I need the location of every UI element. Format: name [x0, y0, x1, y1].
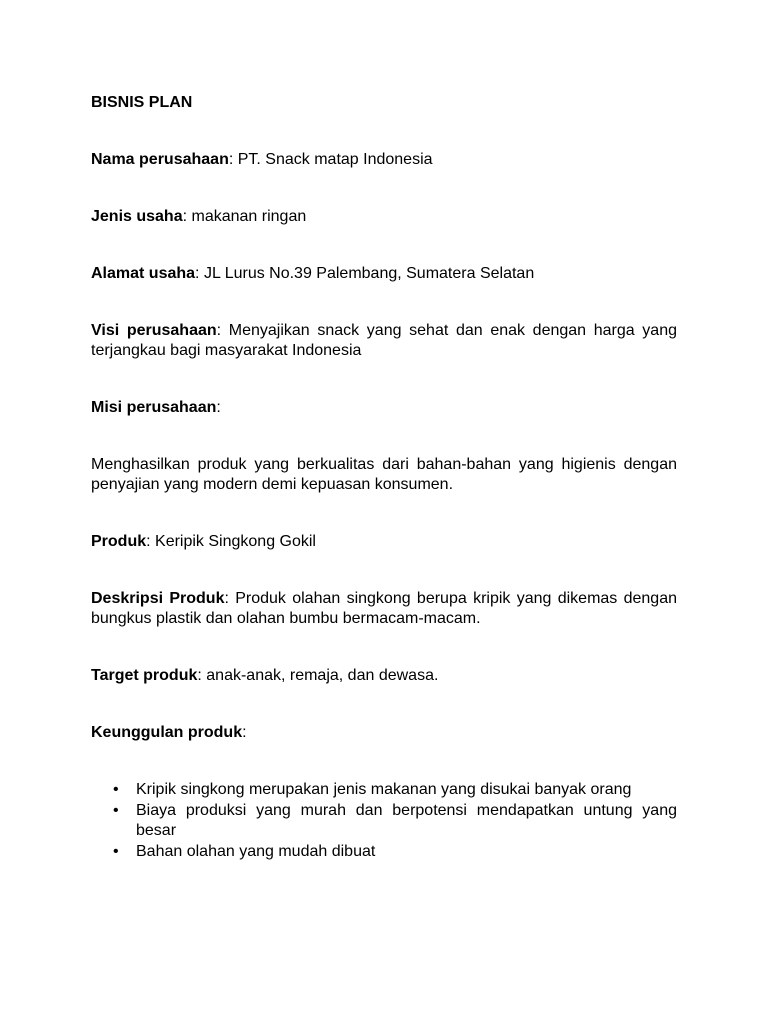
list-item-text: Kripik singkong merupakan jenis makanan yang disukai banyak orang	[136, 781, 632, 798]
field-alamat-usaha	[91, 264, 677, 284]
field-label: Alamat usaha	[91, 265, 196, 282]
field-value: : JL Lurus No.39 Palembang, Sumatera Selatan	[195, 265, 535, 282]
bullet-icon: •	[113, 801, 119, 819]
field-value: :	[216, 399, 221, 416]
bullet-icon: •	[113, 781, 119, 798]
field-target-produk	[91, 666, 677, 686]
field-label: Target produk	[91, 667, 198, 684]
field-label: Nama perusahaan	[91, 151, 229, 168]
list-item	[91, 842, 677, 863]
misi-paragraph: Menghasilkan produk yang berkualitas dari bahan-bahan yang higienis dengan penyajian yang modern demi kepuasan konsumen.	[91, 456, 677, 493]
field-value: : anak-anak, remaja, dan dewasa.	[197, 667, 439, 684]
list-item-text: Biaya produksi yang murah dan berpotensi mendapatkan untung yang besar	[136, 801, 677, 839]
list-item	[91, 780, 677, 801]
field-value: : Keripik Singkong Gokil	[146, 533, 316, 550]
bullet-icon: •	[113, 842, 119, 860]
field-value: :	[242, 724, 247, 741]
field-misi-perusahaan	[91, 398, 677, 418]
field-nama-perusahaan	[91, 150, 677, 170]
document-title: BISNIS PLAN	[91, 94, 193, 111]
field-keunggulan-produk	[91, 723, 677, 743]
field-label: Visi perusahaan	[91, 322, 217, 339]
field-label: Produk	[91, 533, 147, 550]
list-item	[91, 801, 677, 842]
field-deskripsi-produk	[91, 589, 677, 629]
field-value: : Produk olahan singkong berupa kripik yang dikemas dengan bungkus plastik dan olahan bumbu bermacam-macam.	[91, 590, 677, 627]
keunggulan-list	[91, 780, 677, 862]
field-value: : PT. Snack matap Indonesia	[228, 151, 433, 168]
field-jenis-usaha	[91, 207, 677, 227]
field-label: Deskripsi Produk	[91, 590, 225, 607]
document-content	[91, 93, 677, 862]
field-produk	[91, 532, 677, 552]
field-label: Keunggulan produk	[91, 724, 243, 741]
field-value: : makanan ringan	[182, 208, 307, 225]
field-label: Jenis usaha	[91, 208, 183, 225]
field-visi-perusahaan	[91, 321, 677, 361]
field-label: Misi perusahaan	[91, 399, 217, 416]
field-value: : Menyajikan snack yang sehat dan enak dengan harga yang terjangkau bagi masyarakat Indonesia	[91, 322, 677, 359]
list-item-text: Bahan olahan yang mudah dibuat	[136, 842, 376, 860]
